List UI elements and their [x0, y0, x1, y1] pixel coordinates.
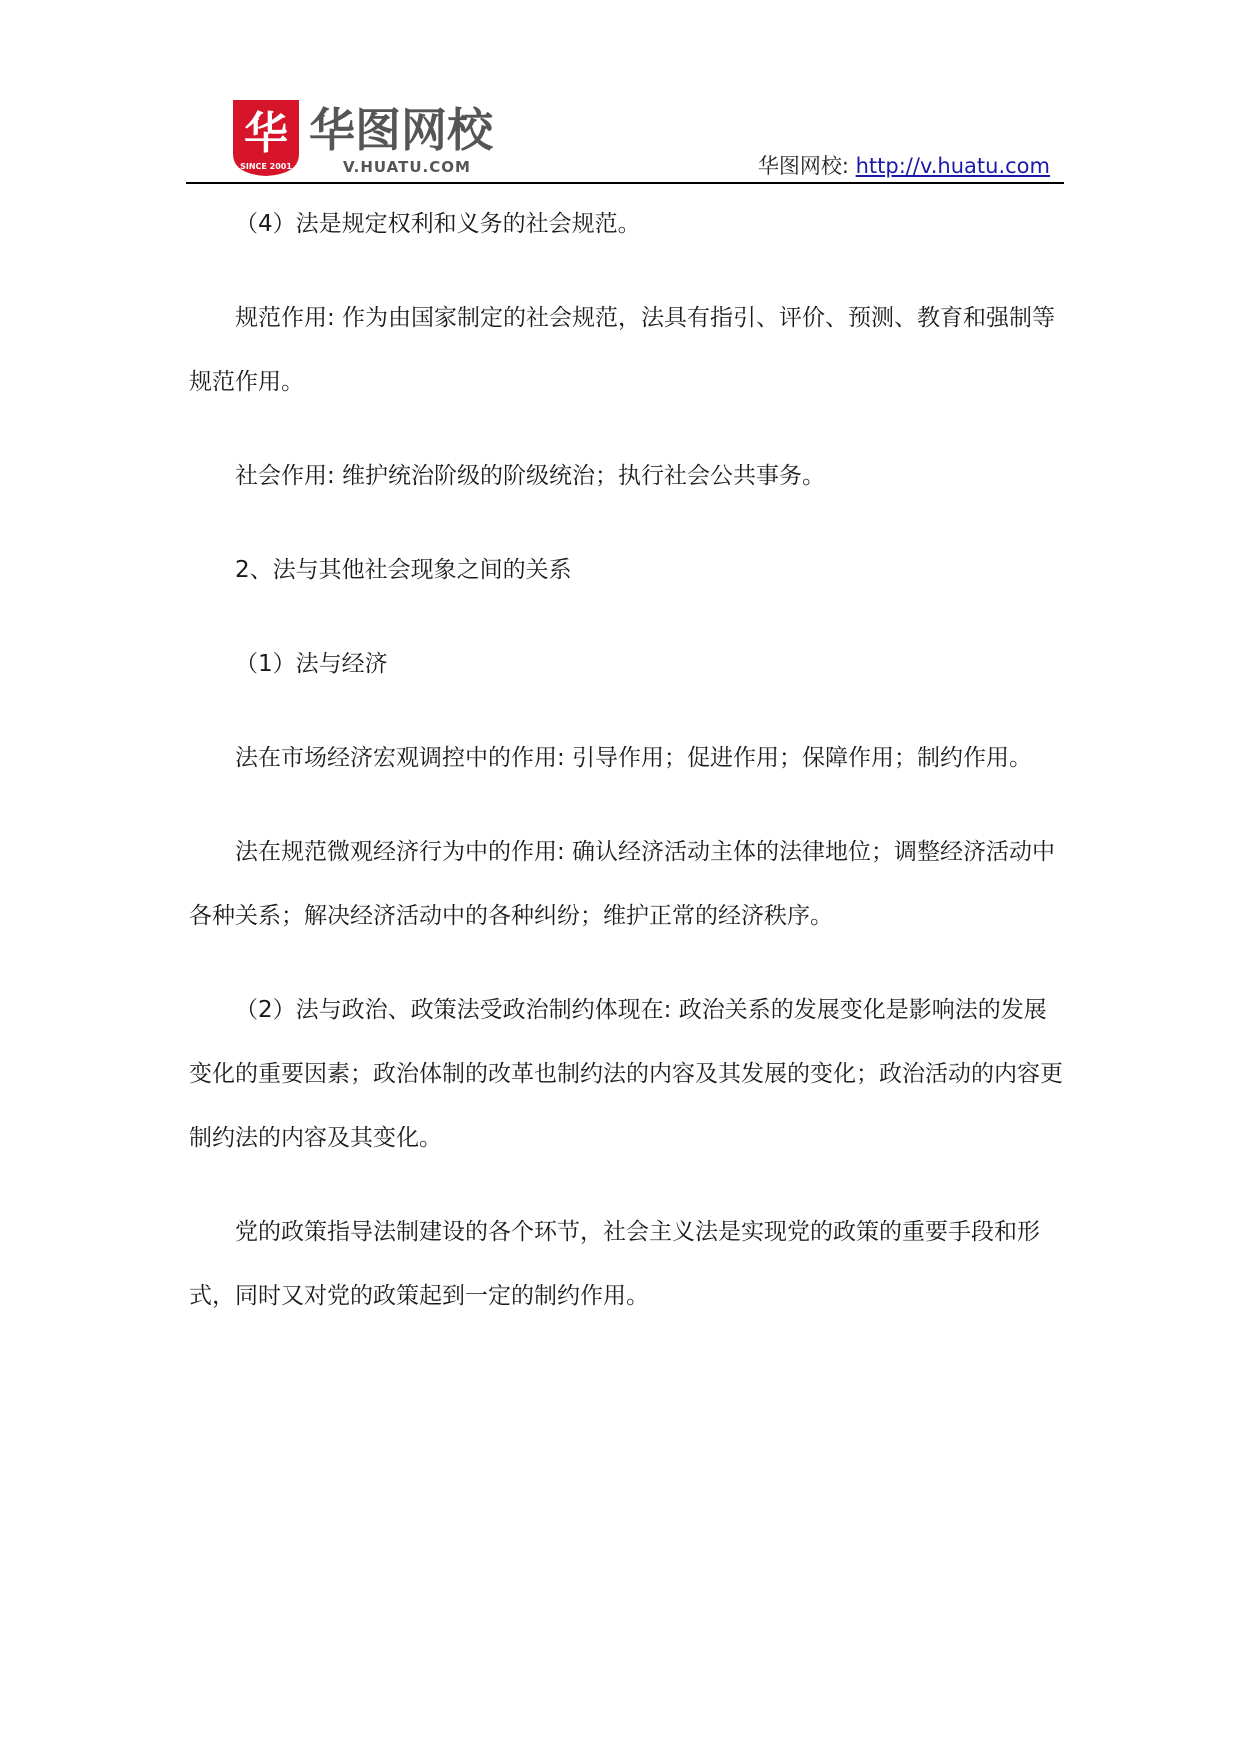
paragraph-rights-duties: （4）法是规定权利和义务的社会规范。 — [235, 211, 641, 237]
logo-mark-icon: 华 — [244, 108, 288, 159]
document-body — [189, 192, 1064, 1358]
paragraph-micro-economy: 法在规范微观经济行为中的作用: 确认经济活动主体的法律地位；调整经济活动中各种关系；解决经济活动中的各种纠纷；维护正常的经济秩序。 — [189, 839, 1056, 929]
site-link-line — [758, 150, 1050, 180]
page-header — [186, 92, 1064, 184]
paragraph-social-function: 社会作用: 维护统治阶级的阶级统治；执行社会公共事务。 — [235, 463, 826, 489]
paragraph-law-politics: （2）法与政治、政策法受政治制约体现在: 政治关系的发展变化是影响法的发展变化的重要因素；政治体制的改革也制约法的内容及其发展的变化；政治活动的内容更制约法的内容及其变化。 — [189, 997, 1063, 1151]
logo-title: 华图网校 — [309, 103, 493, 157]
subheading-law-economy: （1）法与经济 — [235, 651, 388, 677]
paragraph-party-policy: 党的政策指导法制建设的各个环节，社会主义法是实现党的政策的重要手段和形式，同时又对党的政策起到一定的制约作用。 — [189, 1219, 1040, 1309]
site-label: 华图网校: — [757, 154, 849, 178]
section-heading-relations: 2、法与其他社会现象之间的关系 — [235, 557, 572, 583]
logo-since: SINCE 2001 — [240, 162, 292, 171]
site-url-link[interactable]: http://v.huatu.com — [855, 154, 1050, 178]
paragraph-normative-function: 规范作用: 作为由国家制定的社会规范，法具有指引、评价、预测、教育和强制等规范作用。 — [189, 305, 1056, 395]
huatu-logo — [231, 98, 531, 178]
header-divider — [186, 182, 1064, 184]
logo-domain: V.HUATU.COM — [343, 158, 471, 176]
paragraph-macro-control: 法在市场经济宏观调控中的作用: 引导作用；促进作用；保障作用；制约作用。 — [235, 745, 1033, 771]
